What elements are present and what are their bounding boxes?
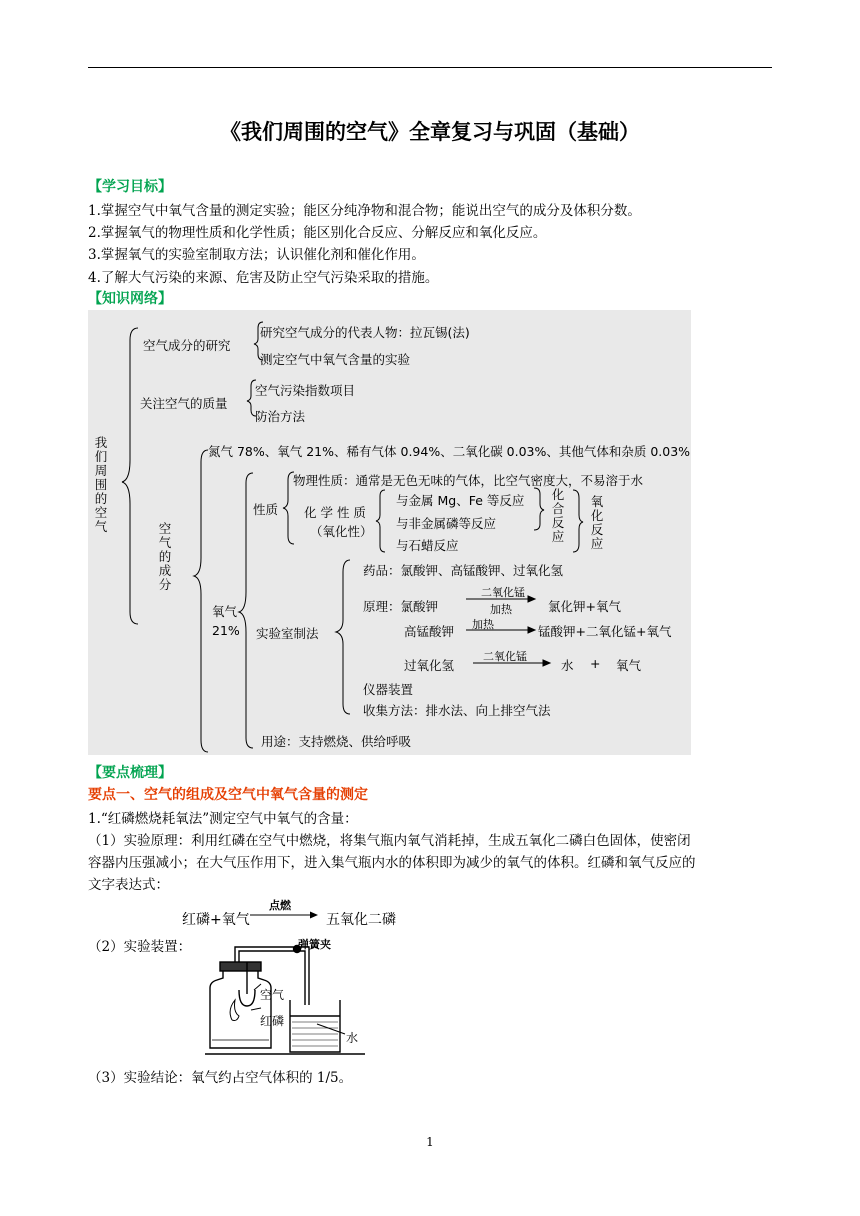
uses: 用途：支持燃烧、供给呼吸 xyxy=(261,734,412,749)
conclusion: （3）实验结论：氧气约占空气体积的 1/5。 xyxy=(88,1070,353,1086)
product-2: 锰酸钾+二氧化锰+氧气 xyxy=(538,624,672,639)
properties-label: 性质 xyxy=(253,502,279,517)
principle-line-1: （1）实验原理：利用红磷在空气中燃烧，将集气瓶内氧气消耗掉，生成五氧化二磷白色固体，使密闭 xyxy=(88,833,691,849)
principle-line-2: 容器内压强减小；在大气压作用下，进入集气瓶内水的体积即为减少的氧气的体积。红磷和氧气反应的 xyxy=(88,855,696,871)
figure-clip-label: 弹簧夹 xyxy=(298,938,331,951)
page-number: 1 xyxy=(426,1135,434,1149)
reactant-2: 高锰酸钾 xyxy=(404,624,455,639)
principle-line-3: 文字表达式： xyxy=(88,877,169,893)
lab-drugs: 药品：氯酸钾、高锰酸钾、过氧化氢 xyxy=(363,563,564,578)
product-1: 氯化钾+氧气 xyxy=(548,599,621,614)
product-3a: 水 xyxy=(561,658,574,673)
header-rule xyxy=(88,67,772,68)
quality-label: 关注空气的质量 xyxy=(140,396,228,411)
figure-water-label: 水 xyxy=(346,1031,359,1045)
figure-air-label: 空气 xyxy=(260,988,285,1002)
collect-method: 收集方法：排水法、向上排空气法 xyxy=(363,703,551,718)
goal-item-4: 4.了解大气污染的来源、危害及防止空气污染采取的措施。 xyxy=(88,270,439,286)
network-heading: 【知识网络】 xyxy=(88,291,172,307)
apparatus-label: 仪器装置 xyxy=(363,682,414,697)
oxygen-percent: 21% xyxy=(212,623,240,638)
plus-sign: + xyxy=(590,656,601,671)
equation-condition: 点燃 xyxy=(269,899,291,912)
combination-reaction: 化合反应 xyxy=(551,487,565,544)
oxidation-reaction: 氧化反应 xyxy=(590,494,604,551)
equation-right: 五氧化二磷 xyxy=(326,912,396,928)
root-label: 我们周围的空气 xyxy=(94,435,108,534)
product-3b: 氧气 xyxy=(616,658,642,673)
reaction-metal: 与金属 Mg、Fe 等反应 xyxy=(396,493,525,508)
equation-left: 红磷+氧气 xyxy=(182,912,250,928)
condition-1-bottom: 加热 xyxy=(490,603,512,616)
goal-item-3: 3.掌握氧气的实验室制取方法；认识催化剂和催化作用。 xyxy=(88,247,425,263)
reaction-wax: 与石蜡反应 xyxy=(396,538,459,553)
keypoints-heading: 【要点梳理】 xyxy=(88,765,172,781)
keypoint-item-1: 1.“红磷燃烧耗氧法”测定空气中氧气的含量： xyxy=(88,811,358,827)
composition-line: 氮气 78%、氧气 21%、稀有气体 0.94%、二氧化碳 0.03%、其他气体和杂质 0.03% xyxy=(208,444,691,459)
oxygen-label: 氧气 xyxy=(212,604,238,619)
page-title: 《我们周围的空气》全章复习与巩固（基础） xyxy=(220,120,640,144)
goal-item-1: 1.掌握空气中氧气含量的测定实验；能区分纯净物和混合物；能说出空气的成分及体积分数。 xyxy=(88,203,641,219)
lab-prep-label: 实验室制法 xyxy=(256,626,319,641)
figure-phosphorus-label: 红磷 xyxy=(260,1014,285,1028)
quality-item-1: 空气污染指数项目 xyxy=(255,383,356,398)
research-item-2: 测定空气中氧气含量的实验 xyxy=(260,352,411,367)
quality-item-2: 防治方法 xyxy=(255,409,306,424)
research-item-1: 研究空气成分的代表人物：拉瓦锡(法) xyxy=(260,325,470,340)
research-label: 空气成分的研究 xyxy=(143,338,231,353)
physical-properties: 物理性质：通常是无色无味的气体，比空气密度大，不易溶于水 xyxy=(293,473,644,488)
chemical-properties: 化 学 性 质 xyxy=(304,505,366,520)
equation-arrow xyxy=(250,910,320,920)
apparatus-caption: （2）实验装置： xyxy=(88,939,192,955)
goal-item-2: 2.掌握氧气的物理性质和化学性质；能区别化合反应、分解反应和氧化反应。 xyxy=(88,225,547,241)
composition-label: 空气的成分 xyxy=(158,521,172,592)
keypoint-1-title: 要点一、空气的组成及空气中氧气含量的测定 xyxy=(88,787,368,803)
principle-label: 原理：氯酸钾 xyxy=(363,599,439,614)
chemical-sub: （氧化性） xyxy=(310,524,373,539)
condition-3: 二氧化锰 xyxy=(483,650,527,663)
reactant-3: 过氧化氢 xyxy=(404,658,455,673)
knowledge-network-diagram xyxy=(88,310,691,755)
condition-2: 加热 xyxy=(472,618,494,631)
reaction-nonmetal: 与非金属磷等反应 xyxy=(396,516,497,531)
condition-1-top: 二氧化锰 xyxy=(481,586,525,599)
goals-heading: 【学习目标】 xyxy=(88,179,172,195)
